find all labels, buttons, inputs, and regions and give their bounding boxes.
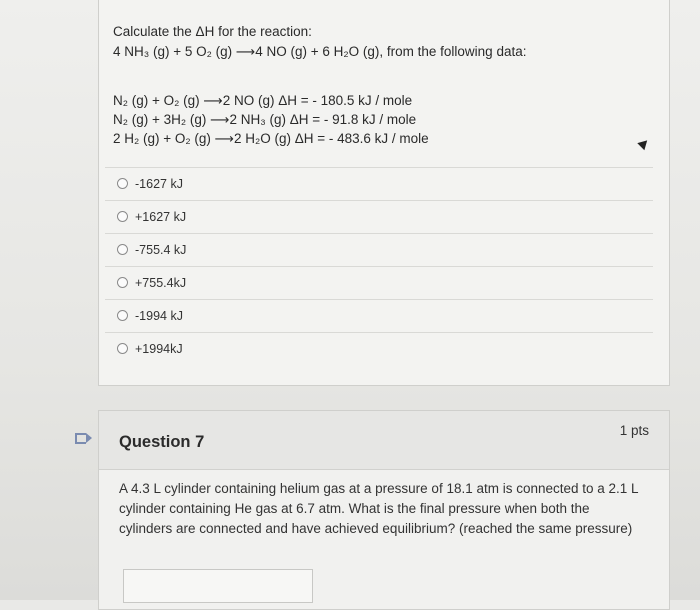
question-title: Question 7	[119, 433, 205, 451]
radio-button-icon[interactable]	[117, 211, 128, 222]
prompt-line-2: 4 NH₃ (g) + 5 O₂ (g) ⟶4 NO (g) + 6 H₂O (g), from the following data:	[113, 44, 527, 59]
option-5[interactable]	[105, 299, 653, 331]
radio-button-icon[interactable]	[117, 244, 128, 255]
data-line-2: N₂ (g) + 3H₂ (g) ⟶2 NH₃ (g) ΔH = - 91.8 kJ / mole	[113, 112, 417, 127]
option-label: +1994kJ	[135, 341, 183, 356]
prompt-line-1: Calculate the ΔH for the reaction:	[113, 24, 312, 39]
option-label: +755.4kJ	[135, 275, 187, 290]
option-6[interactable]	[105, 332, 653, 364]
option-label: -755.4 kJ	[135, 242, 187, 257]
option-1[interactable]	[105, 167, 653, 199]
question-points: 1 pts	[619, 423, 649, 438]
option-3[interactable]	[105, 233, 653, 265]
option-label: +1627 kJ	[135, 209, 187, 224]
question-7-card	[98, 410, 670, 610]
data-line-1: N₂ (g) + O₂ (g) ⟶2 NO (g) ΔH = - 180.5 kJ / mole	[113, 93, 413, 108]
option-2[interactable]	[105, 200, 653, 232]
flag-icon[interactable]	[75, 433, 86, 444]
radio-button-icon[interactable]	[117, 178, 128, 189]
mouse-cursor-icon	[637, 137, 650, 150]
radio-button-icon[interactable]	[117, 310, 128, 321]
data-line-3: 2 H₂ (g) + O₂ (g) ⟶2 H₂O (g) ΔH = - 483.6 kJ / mole	[113, 131, 429, 146]
option-4[interactable]	[105, 266, 653, 298]
option-label: -1994 kJ	[135, 308, 183, 323]
answer-input[interactable]	[123, 569, 313, 603]
question-7-header	[99, 411, 669, 470]
question-7-text: A 4.3 L cylinder containing helium gas at a pressure of 18.1 atm is connected to a 2.1 L cylinder containing He gas at 6.7 atm. What is the final pressure when both the cylinders are connected and have achieved equilibrium? (reached the same pressure)	[119, 481, 639, 536]
reaction-data	[113, 91, 429, 148]
radio-button-icon[interactable]	[117, 343, 128, 354]
radio-button-icon[interactable]	[117, 277, 128, 288]
question-6-prompt	[113, 22, 526, 62]
question-6-card	[98, 0, 670, 386]
option-label: -1627 kJ	[135, 176, 183, 191]
